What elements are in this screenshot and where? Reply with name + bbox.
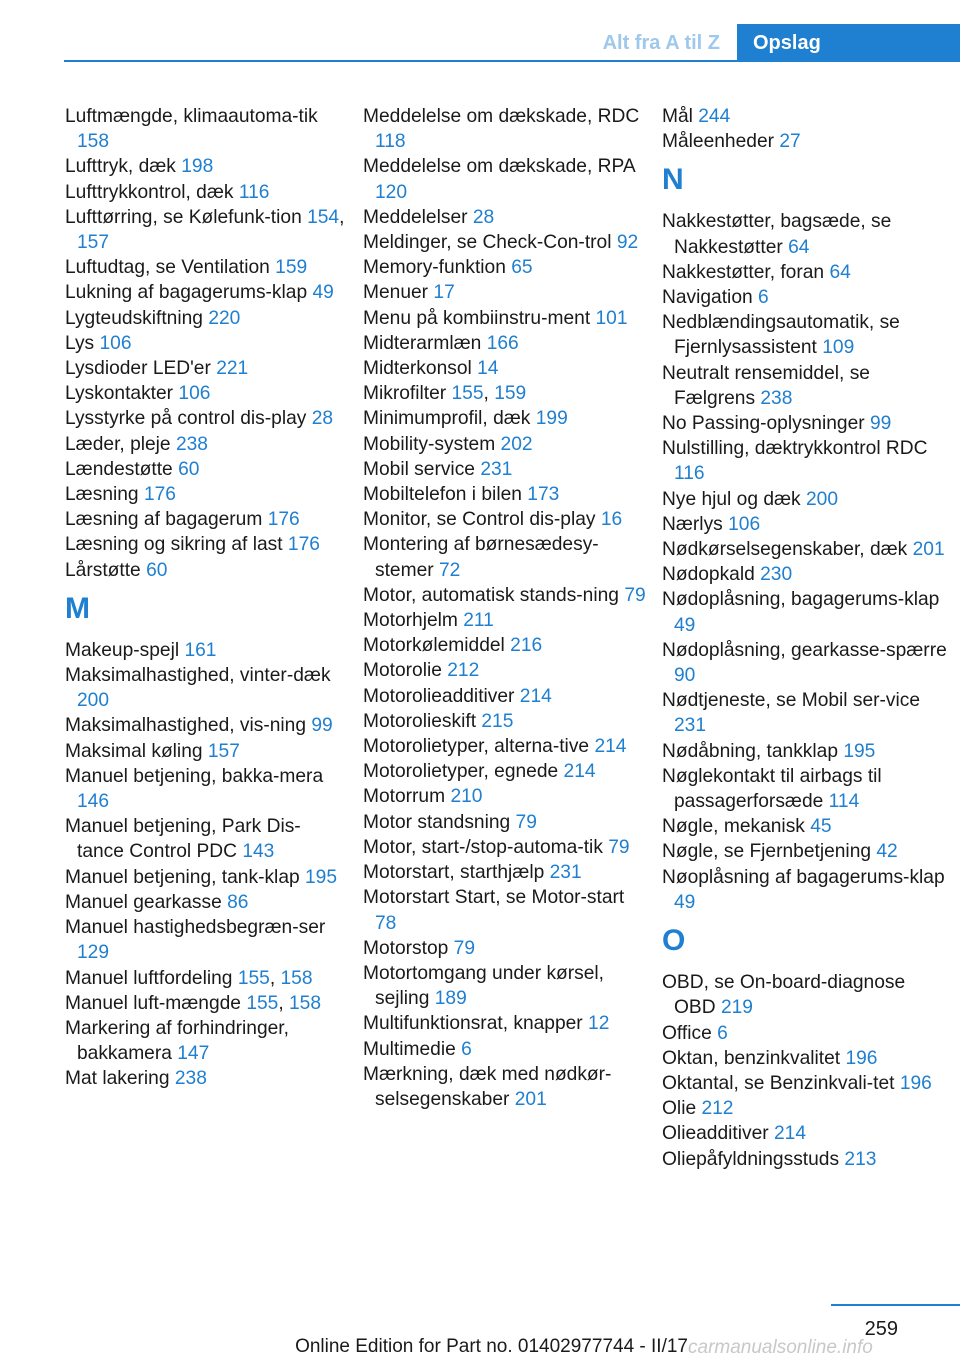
index-entry <box>662 865 952 915</box>
index-term: Mobil service <box>363 458 475 480</box>
page-reference-link[interactable]: 60 <box>146 559 168 581</box>
page-reference-link[interactable]: 214 <box>519 685 552 707</box>
index-entry <box>662 1046 952 1071</box>
index-term: Lysdioder LED'er <box>65 358 211 380</box>
index-term: Nødoplåsning, bagagerums-klap <box>662 589 940 611</box>
index-entry <box>662 104 952 129</box>
index-term: Manuel betjening, bakka-mera <box>65 765 324 787</box>
index-term: Mobiltelefon i bilen <box>363 484 522 506</box>
index-entry <box>65 457 345 482</box>
index-term: OBD, se On-board-diagnose OBD <box>662 972 906 1019</box>
index-term: Maksimalhastighed, vis-ning <box>65 715 307 737</box>
index-entry <box>363 205 648 230</box>
page-reference-link[interactable]: 213 <box>844 1148 877 1170</box>
index-entry <box>662 310 952 360</box>
index-term: Måleenheder <box>662 131 775 153</box>
page-reference-link[interactable]: 219 <box>720 997 753 1019</box>
page-reference-link[interactable]: 216 <box>510 635 543 657</box>
page-reference-link[interactable]: 214 <box>563 761 596 783</box>
index-term: Motorolietyper, alterna-tive <box>363 736 590 758</box>
index-term: Motorstop <box>363 937 449 959</box>
index-entry <box>65 356 345 381</box>
index-term: Navigation <box>662 287 753 309</box>
page-reference-link[interactable]: 99 <box>869 413 892 435</box>
page-reference-link[interactable]: 158 <box>280 967 313 989</box>
index-column-3 <box>662 104 952 1172</box>
page-reference-link[interactable]: 49 <box>674 891 696 913</box>
page-reference-link[interactable]: 14 <box>477 358 499 380</box>
index-entry <box>65 1066 345 1091</box>
index-term: Oktantal, se Benzinkvali-tet <box>662 1072 895 1094</box>
page-header <box>0 0 960 62</box>
index-entry <box>363 280 648 305</box>
page-reference-link[interactable]: 120 <box>375 181 408 203</box>
page-reference-link[interactable]: 201 <box>514 1088 547 1110</box>
page-reference-link[interactable]: 114 <box>828 791 860 813</box>
page-reference-link[interactable]: 6 <box>758 287 769 309</box>
index-entry <box>662 764 952 814</box>
index-entry <box>662 1021 952 1046</box>
index-entry <box>662 814 952 839</box>
watermark: carmanualsonline.info <box>688 1337 873 1358</box>
index-entry <box>65 890 345 915</box>
index-term: Office <box>662 1022 712 1044</box>
index-term: Nødåbning, tankklap <box>662 740 838 762</box>
index-term: Lys <box>65 332 95 354</box>
index-entry <box>363 633 648 658</box>
page-reference-link[interactable]: 231 <box>480 458 513 480</box>
page-number: 259 <box>864 1318 898 1340</box>
index-entry <box>65 915 345 965</box>
index-term: Læsning <box>65 484 139 506</box>
page-reference-link[interactable]: 214 <box>594 736 627 758</box>
index-entry <box>662 688 952 738</box>
index-column-2 <box>363 104 648 1112</box>
index-term: Maksimalhastighed, vinter-dæk <box>65 665 331 687</box>
index-term: Mål <box>662 106 693 127</box>
index-term: Lændestøtte <box>65 458 173 480</box>
page-reference-link[interactable]: 90 <box>674 665 696 687</box>
page-reference-link[interactable]: 116 <box>674 463 705 485</box>
page-reference-link[interactable]: 60 <box>178 458 200 480</box>
page-reference-link[interactable]: 231 <box>674 715 707 737</box>
page-reference-link[interactable]: 202 <box>500 433 533 455</box>
index-entry <box>65 532 345 557</box>
page-reference-link[interactable]: 79 <box>608 836 630 858</box>
letter-heading: M <box>65 591 90 625</box>
page-reference-link[interactable]: 244 <box>698 106 731 127</box>
index-entry <box>662 436 952 486</box>
page-reference-link[interactable]: 176 <box>143 484 176 506</box>
index-term: Motor standsning <box>363 811 511 833</box>
page-reference-link[interactable]: 17 <box>433 282 455 304</box>
header-section-title: Alt fra A til Z <box>602 32 720 54</box>
index-entry <box>363 759 648 784</box>
index-entry: Manuel luftfordeling 155, 158 <box>65 967 313 989</box>
page-reference-link[interactable]: 200 <box>806 488 839 510</box>
page-reference-link[interactable]: 101 <box>595 307 628 329</box>
index-term: Lyskontakter <box>65 383 174 405</box>
page-reference-link[interactable]: 79 <box>624 584 646 606</box>
index-term: Motor, start-/stop-automa-tik <box>363 836 603 858</box>
index-entry <box>662 638 952 688</box>
index-entry <box>662 839 952 864</box>
index-entry <box>363 709 648 734</box>
page-reference-link[interactable]: 238 <box>175 433 208 455</box>
page-reference-link[interactable]: 106 <box>178 383 211 405</box>
page-reference-link[interactable]: 158 <box>289 992 322 1014</box>
index-entry <box>65 713 345 738</box>
page-reference-link[interactable]: 49 <box>312 282 334 304</box>
page-reference-link[interactable]: 199 <box>535 408 568 430</box>
index-entry <box>662 739 952 764</box>
index-entry <box>662 1071 952 1096</box>
index-term: Nødopkald <box>662 564 755 586</box>
page-reference-link[interactable]: 210 <box>450 786 483 808</box>
page-reference-link[interactable]: 157 <box>77 232 110 254</box>
index-term: Oktan, benzinkvalitet <box>662 1047 841 1069</box>
index-entry <box>363 583 648 608</box>
index-term: Multimedie <box>363 1038 456 1060</box>
index-term: Meddelelse om dækskade, RDC <box>363 106 640 127</box>
index-term: Midterarmlæn <box>363 332 482 354</box>
page-reference-link[interactable]: 189 <box>434 988 467 1010</box>
index-term: Menuer <box>363 282 429 304</box>
page-reference-link[interactable]: 28 <box>472 206 495 228</box>
index-term: Motor, automatisk stands-ning <box>363 584 619 606</box>
index-term: Lufttryk, dæk <box>65 156 176 178</box>
index-entry <box>662 562 952 587</box>
page-reference-link[interactable]: 212 <box>447 660 480 682</box>
edition-line: Online Edition for Part no. 01402977744 - II/17 <box>295 1336 688 1357</box>
index-term: Motorstart, starthjælp <box>363 862 545 884</box>
index-term: Lufttrykkontrol, dæk <box>65 181 234 203</box>
index-term: Motorolie <box>363 660 442 682</box>
index-term: Montering af børnesædesy-stemer <box>363 534 599 581</box>
index-entry <box>65 432 345 457</box>
index-entry <box>363 507 648 532</box>
index-term: Olie <box>662 1098 697 1120</box>
index-entry <box>65 814 345 864</box>
page-reference-link[interactable]: 27 <box>779 131 801 153</box>
index-entry <box>662 260 952 285</box>
index-term: Motorstart Start, se Motor-start <box>363 887 625 909</box>
index-entry <box>662 487 952 512</box>
index-term: Olieadditiver <box>662 1123 769 1145</box>
page-reference-link[interactable]: 106 <box>728 513 761 535</box>
index-term: Manuel betjening, Park Dis-tance Control PDC <box>65 816 301 863</box>
index-entry <box>662 285 952 310</box>
index-term: Nøoplåsning af bagagerums-klap <box>662 866 945 888</box>
index-term: Nakkestøtter, bagsæde, se Nakkestøtter <box>662 211 892 258</box>
index-column-1 <box>65 104 345 1092</box>
page-reference-link[interactable]: 195 <box>843 740 876 762</box>
index-term: Meddelelse om dækskade, RPA <box>363 156 635 178</box>
page-reference-link[interactable]: 79 <box>515 811 537 833</box>
index-entry <box>363 255 648 280</box>
index-entry <box>363 104 648 154</box>
index-entry <box>363 860 648 885</box>
index-term: Midterkonsol <box>363 358 472 380</box>
page-reference-link[interactable]: 230 <box>760 564 793 586</box>
index-term: Makeup-spejl <box>65 639 180 661</box>
index-entry <box>65 154 345 179</box>
page-reference-link[interactable]: 72 <box>438 559 461 581</box>
index-term: Nødoplåsning, gearkasse-spærre <box>662 639 947 661</box>
index-entry <box>65 482 345 507</box>
index-term: Lufttørring, se Kølefunk-tion <box>65 206 302 228</box>
index-entry <box>65 865 345 890</box>
index-entry <box>65 255 345 280</box>
page-reference-link[interactable]: 220 <box>208 307 241 329</box>
index-entry <box>363 835 648 860</box>
index-term: Motorkølemiddel <box>363 635 505 657</box>
page-reference-link[interactable]: 155 <box>246 992 279 1014</box>
index-term: Nødtjeneste, se Mobil ser-vice <box>662 690 921 712</box>
index-entry <box>363 482 648 507</box>
page-reference-link[interactable]: 214 <box>774 1123 807 1145</box>
index-entry <box>363 356 648 381</box>
page-reference-link[interactable]: 116 <box>238 181 270 203</box>
page-reference-link[interactable]: 161 <box>184 639 217 661</box>
page-reference-link[interactable]: 28 <box>311 408 334 430</box>
index-entry <box>65 381 345 406</box>
index-entry <box>662 587 952 637</box>
page-reference-link[interactable]: 6 <box>461 1038 472 1060</box>
page-reference-link[interactable]: 211 <box>463 610 494 632</box>
index-entry <box>65 558 345 583</box>
index-entry: Lufttørring, se Kølefunk-tion 154, 157 <box>65 206 345 254</box>
page-reference-link[interactable]: 196 <box>845 1047 878 1069</box>
index-entry <box>662 129 952 154</box>
index-term: No Passing-oplysninger <box>662 413 865 435</box>
index-term: Manuel gearkasse <box>65 891 222 913</box>
index-term: Nøgle, mekanisk <box>662 816 805 838</box>
page-reference-link[interactable]: 200 <box>77 690 110 712</box>
index-entry <box>363 457 648 482</box>
index-entry <box>65 331 345 356</box>
index-entry <box>363 532 648 582</box>
index-term: Minimumprofil, dæk <box>363 408 531 430</box>
page-reference-link[interactable]: 159 <box>275 257 308 279</box>
page-reference-link[interactable]: 231 <box>549 862 582 884</box>
page-reference-link[interactable]: 166 <box>486 332 519 354</box>
index-term: Nye hjul og dæk <box>662 488 801 510</box>
index-term: Markering af forhindringer, bakkamera <box>65 1017 289 1065</box>
letter-heading: N <box>662 163 684 197</box>
index-term: Nødkørselsegenskaber, dæk <box>662 539 908 561</box>
index-entry <box>65 1016 345 1066</box>
index-entry <box>662 1121 952 1146</box>
page-reference-link[interactable]: 143 <box>242 841 275 863</box>
index-term: Lårstøtte <box>65 559 141 581</box>
index-term: Motorolieskift <box>363 710 477 732</box>
index-entry <box>662 1096 952 1121</box>
index-entry <box>363 784 648 809</box>
page-reference-link[interactable]: 109 <box>822 337 855 359</box>
index-entry <box>363 1011 648 1036</box>
index-entry: Manuel luft-mængde 155, 158 <box>65 992 322 1014</box>
page-reference-link[interactable]: 65 <box>511 257 533 279</box>
index-entry <box>65 764 345 814</box>
index-term: Multifunktionsrat, knapper <box>363 1013 583 1035</box>
index-term: Oliepåfyldningsstuds <box>662 1148 840 1170</box>
page-reference-link[interactable]: 159 <box>494 383 527 405</box>
index-term: Lysstyrke på control dis-play <box>65 408 307 430</box>
index-entry <box>662 361 952 411</box>
page-reference-link[interactable]: 129 <box>77 942 110 964</box>
footer-rule <box>831 1304 960 1306</box>
index-entry <box>363 406 648 431</box>
page-reference-link[interactable]: 221 <box>216 358 249 380</box>
index-term: Manuel betjening, tank-klap <box>65 866 300 888</box>
index-entry <box>363 154 648 204</box>
page-reference-link[interactable]: 6 <box>717 1022 728 1044</box>
index-term: Nøglekontakt til airbags til passagerforsæde <box>662 765 882 813</box>
page-reference-link[interactable]: 173 <box>527 484 560 506</box>
page-reference-link[interactable]: 154 <box>307 206 340 228</box>
index-entry <box>65 638 345 663</box>
page-reference-link[interactable]: 64 <box>829 261 851 283</box>
page-reference-link[interactable]: 238 <box>760 387 793 409</box>
page-reference-link[interactable]: 155 <box>451 383 484 405</box>
page-reference-link[interactable]: 201 <box>912 539 945 561</box>
index-entry <box>363 230 648 255</box>
index-term: Monitor, se Control dis-play <box>363 509 596 531</box>
page-reference-link[interactable]: 198 <box>181 156 214 178</box>
index-entry <box>65 663 345 713</box>
index-term: Mærkning, dæk med nødkør-selsegenskaber <box>363 1063 612 1110</box>
index-entry <box>363 1062 648 1112</box>
index-entry <box>65 180 345 205</box>
page-reference-link[interactable]: 146 <box>77 791 110 813</box>
index-entry <box>363 810 648 835</box>
index-term: Nedblændingsautomatik, se Fjernlysassistent <box>662 312 900 359</box>
page-reference-link[interactable]: 92 <box>616 232 639 254</box>
page-reference-link[interactable]: 78 <box>375 912 397 934</box>
index-term: Nakkestøtter, foran <box>662 261 825 283</box>
index-entry <box>662 970 952 1020</box>
index-term: Lukning af bagagerums-klap <box>65 282 308 304</box>
index-term: Motorrum <box>363 786 446 808</box>
page-reference-link[interactable]: 196 <box>899 1072 932 1094</box>
index-term: Mikrofilter <box>363 383 447 405</box>
header-tab-opslag: Opslag <box>737 24 960 62</box>
index-entry <box>662 1147 952 1172</box>
index-term: Motorhjelm <box>363 610 458 632</box>
page-reference-link[interactable]: 158 <box>77 131 110 153</box>
page-reference-link[interactable]: 99 <box>311 715 333 737</box>
page-reference-link[interactable]: 176 <box>287 534 320 556</box>
index-term: Manuel luft-mængde <box>65 992 241 1014</box>
index-term: Læder, pleje <box>65 433 171 455</box>
index-entry <box>363 432 648 457</box>
index-term: Motorolieadditiver <box>363 685 515 707</box>
index-entry <box>363 608 648 633</box>
index-entry <box>662 537 952 562</box>
page-reference-link[interactable]: 195 <box>305 866 338 888</box>
page-reference-link[interactable]: 147 <box>177 1043 210 1065</box>
index-entry <box>662 411 952 436</box>
index-term: Læsning og sikring af last <box>65 534 283 556</box>
index-term: Lygteudskiftning <box>65 307 203 329</box>
index-entry <box>65 739 345 764</box>
index-entry <box>363 658 648 683</box>
header-rule <box>64 60 960 62</box>
index-entry <box>65 104 345 154</box>
index-entry <box>363 885 648 935</box>
index-term: Maksimal køling <box>65 740 203 762</box>
index-term: Luftudtag, se Ventilation <box>65 257 270 279</box>
index-entry <box>662 512 952 537</box>
index-entry <box>363 1037 648 1062</box>
index-term: Mat lakering <box>65 1068 170 1090</box>
index-term: Manuel hastighedsbegræn-ser <box>65 917 326 939</box>
page-reference-link[interactable]: 155 <box>237 967 270 989</box>
index-entry: Mikrofilter 155, 159 <box>363 383 527 405</box>
index-entry <box>363 306 648 331</box>
page-reference-link[interactable]: 45 <box>810 816 832 838</box>
index-term: Motortomgang under kørsel, sejling <box>363 962 605 1010</box>
index-term: Læsning af bagagerum <box>65 509 263 531</box>
index-term: Neutralt rensemiddel, se Fælgrens <box>662 362 870 409</box>
page-reference-link[interactable]: 238 <box>174 1068 207 1090</box>
index-entry <box>363 684 648 709</box>
index-term: Memory-funktion <box>363 257 506 279</box>
page-reference-link[interactable]: 64 <box>788 236 810 258</box>
index-entry <box>363 331 648 356</box>
letter-heading: O <box>662 924 686 958</box>
index-term: Nulstilling, dæktrykkontrol RDC <box>662 438 928 460</box>
page-reference-link[interactable]: 215 <box>481 710 514 732</box>
index-term: Nærlys <box>662 513 723 535</box>
index-term: Mobility-system <box>363 433 496 455</box>
index-entry <box>65 280 345 305</box>
page-reference-link[interactable]: 16 <box>600 509 623 531</box>
index-entry <box>65 306 345 331</box>
page-reference-link[interactable]: 118 <box>375 131 406 153</box>
index-term: Meddelelser <box>363 206 468 228</box>
index-term: Menu på kombiinstru-ment <box>363 307 591 329</box>
index-term: Motorolietyper, egnede <box>363 761 559 783</box>
page-reference-link[interactable]: 12 <box>588 1013 610 1035</box>
page-reference-link[interactable]: 86 <box>227 891 249 913</box>
page-reference-link[interactable]: 176 <box>267 509 300 531</box>
index-entry <box>65 507 345 532</box>
page-reference-link[interactable]: 79 <box>453 937 476 959</box>
index-term: Meldinger, se Check-Con-trol <box>363 232 612 254</box>
page-reference-link[interactable]: 42 <box>876 841 898 863</box>
index-entry <box>363 936 648 961</box>
index-term: Luftmængde, klimaautoma-tik <box>65 106 318 127</box>
index-entry <box>363 961 648 1011</box>
index-entry <box>65 406 345 431</box>
page-reference-link[interactable]: 49 <box>674 614 696 636</box>
index-entry <box>363 734 648 759</box>
page-reference-link[interactable]: 157 <box>207 740 240 762</box>
page-reference-link[interactable]: 212 <box>701 1098 734 1120</box>
index-term: Nøgle, se Fjernbetjening <box>662 841 872 863</box>
index-entry <box>662 209 952 259</box>
page-reference-link[interactable]: 106 <box>99 332 132 354</box>
index-term: Manuel luftfordeling <box>65 967 233 989</box>
